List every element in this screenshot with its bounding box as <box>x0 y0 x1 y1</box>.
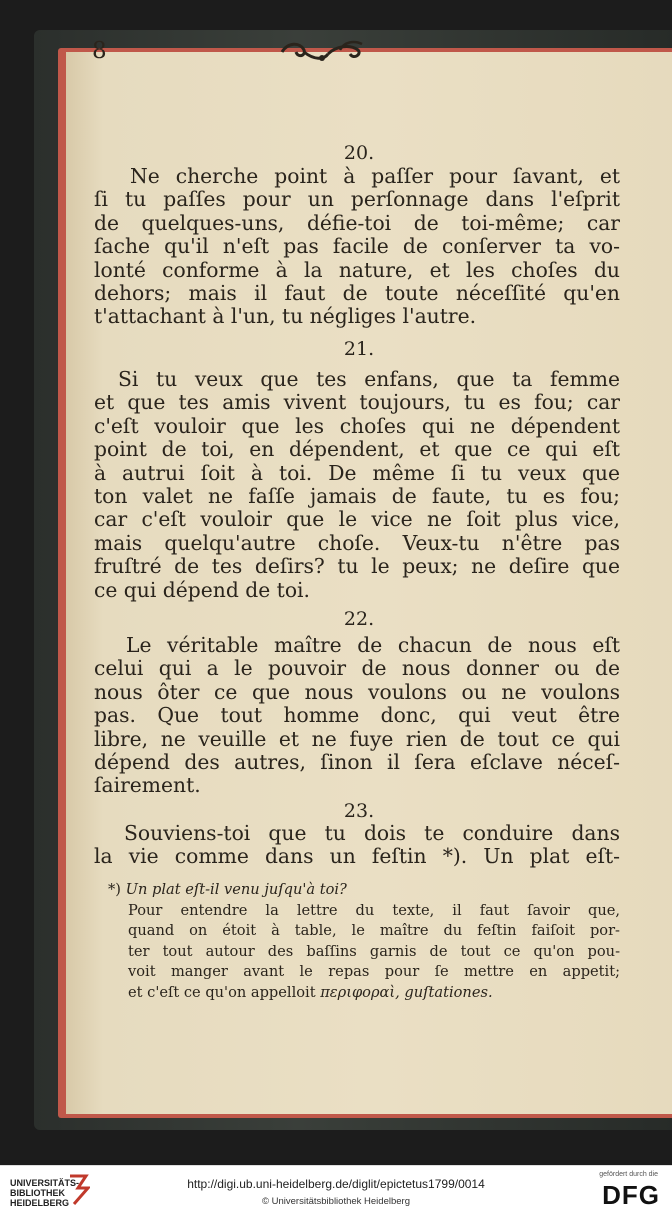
text-line: nous ôter ce que nous voulons ou ne voulons <box>94 679 620 704</box>
text-line: Souviens-toi que tu dois te conduire dans <box>124 821 620 845</box>
text-line: Si tu veux que tes enfans, que ta femme <box>118 367 620 391</box>
text-line: fruſtré de tes deſirs? tu le peux; ne deſire que <box>94 554 620 579</box>
ornament-icon <box>278 38 368 70</box>
footnote-lead-line <box>108 880 620 901</box>
text-line: et que tes amis vivent toujours, tu es fou; car <box>94 390 620 415</box>
dfg-logo[interactable]: DFG <box>602 1180 660 1210</box>
text-line: dehors; mais il faut de toute néceſſité qu'en <box>94 281 620 306</box>
text-line: ſairement. <box>94 773 201 798</box>
text-line: dépend des autres, ſinon il ſera eſclave néceſ- <box>94 750 620 775</box>
library-line: BIBLIOTHEK <box>10 1188 65 1198</box>
text-line: celui qui a le pouvoir de nous donner ou de <box>94 656 620 681</box>
footnote-last-line <box>108 983 620 1004</box>
footnote-line: ter tout autour des baſſins garnis de tout ce qu'on pou- <box>128 942 620 960</box>
footnote-last-latin: guſtationes. <box>404 983 493 1001</box>
page-url-link[interactable]: http://digi.ub.uni-heidelberg.de/diglit/epictetus1799/0014 <box>187 1177 485 1191</box>
library-line: HEIDELBERG <box>10 1198 70 1208</box>
text-line: ſi tu paſſes pour un perſonnage dans l'eſprit <box>94 187 620 212</box>
footnote <box>108 880 620 1003</box>
footnote-line: voit manger avant le repas pour ſe mettre en appetit; <box>128 963 620 980</box>
text-line: Ne cherche point à paſſer pour ſavant, et <box>130 164 620 188</box>
paragraph-20 <box>94 165 620 329</box>
footnote-last-greek: περιφοραὶ, <box>320 983 400 1001</box>
text-line: t'attachant à l'un, tu négliges l'autre. <box>94 304 477 329</box>
paragraph-22 <box>94 634 620 798</box>
text-line: ſache qu'il n'eſt pas facile de conſerver ta vo- <box>94 234 620 259</box>
section-heading-23: 23. <box>343 800 375 822</box>
text-line: point de toi, en dépendent, et que ce qui eſt <box>94 437 620 462</box>
page-number: 8 <box>92 38 107 64</box>
paragraph-21 <box>94 368 620 602</box>
footnote-marker: *) <box>108 881 121 898</box>
text-line: pas. Que tout homme donc, qui veut être <box>94 703 620 728</box>
paragraph-23 <box>94 822 620 869</box>
copyright-text: © Universitätsbibliothek Heidelberg <box>262 1196 410 1207</box>
library-line: UNIVERSITÄTS- <box>10 1178 80 1188</box>
funding-note: gefördert durch die <box>599 1171 658 1178</box>
text-line: mais quelqu'autre choſe. Veux-tu n'être pas <box>94 530 620 555</box>
footnote-lead: Un plat eſt-il venu juſqu'à toi? <box>125 881 347 898</box>
footnote-last-plain: et c'eſt ce qu'on appelloit <box>128 983 316 1001</box>
text-line: Le véritable maître de chacun de nous eſt <box>126 633 620 657</box>
footnote-line: Pour entendre la lettre du texte, il faut ſavoir que, <box>128 901 620 919</box>
viewer-footer <box>0 1165 672 1214</box>
text-line: lonté conforme à la nature, et les choſes du <box>94 257 620 282</box>
text-line: à autrui ſoit à toi. De même ſi tu veux que <box>94 460 620 485</box>
text-line: libre, ne veuille et ne fuye rien de tout ce qui <box>94 726 620 751</box>
section-heading-20: 20. <box>343 142 375 164</box>
section-heading-22: 22. <box>343 608 375 630</box>
text-line: de quelques-uns, défie-toi de toi-même; car <box>94 210 620 235</box>
text-line: c'eſt vouloir que les choſes qui ne dépendent <box>94 413 620 438</box>
text-line: la vie comme dans un feſtin *). Un plat eſt- <box>94 844 620 869</box>
text-line: ton valet ne faſſe jamais de faute, tu es fou; <box>94 484 620 509</box>
text-line: ce qui dépend de toi. <box>94 577 310 602</box>
text-line: car c'eſt vouloir que le vice ne ſoit plus vice, <box>94 507 620 532</box>
section-heading-21: 21. <box>343 338 375 360</box>
footnote-line: quand on étoit à table, le maître du feſtin faiſoit por- <box>128 922 620 939</box>
